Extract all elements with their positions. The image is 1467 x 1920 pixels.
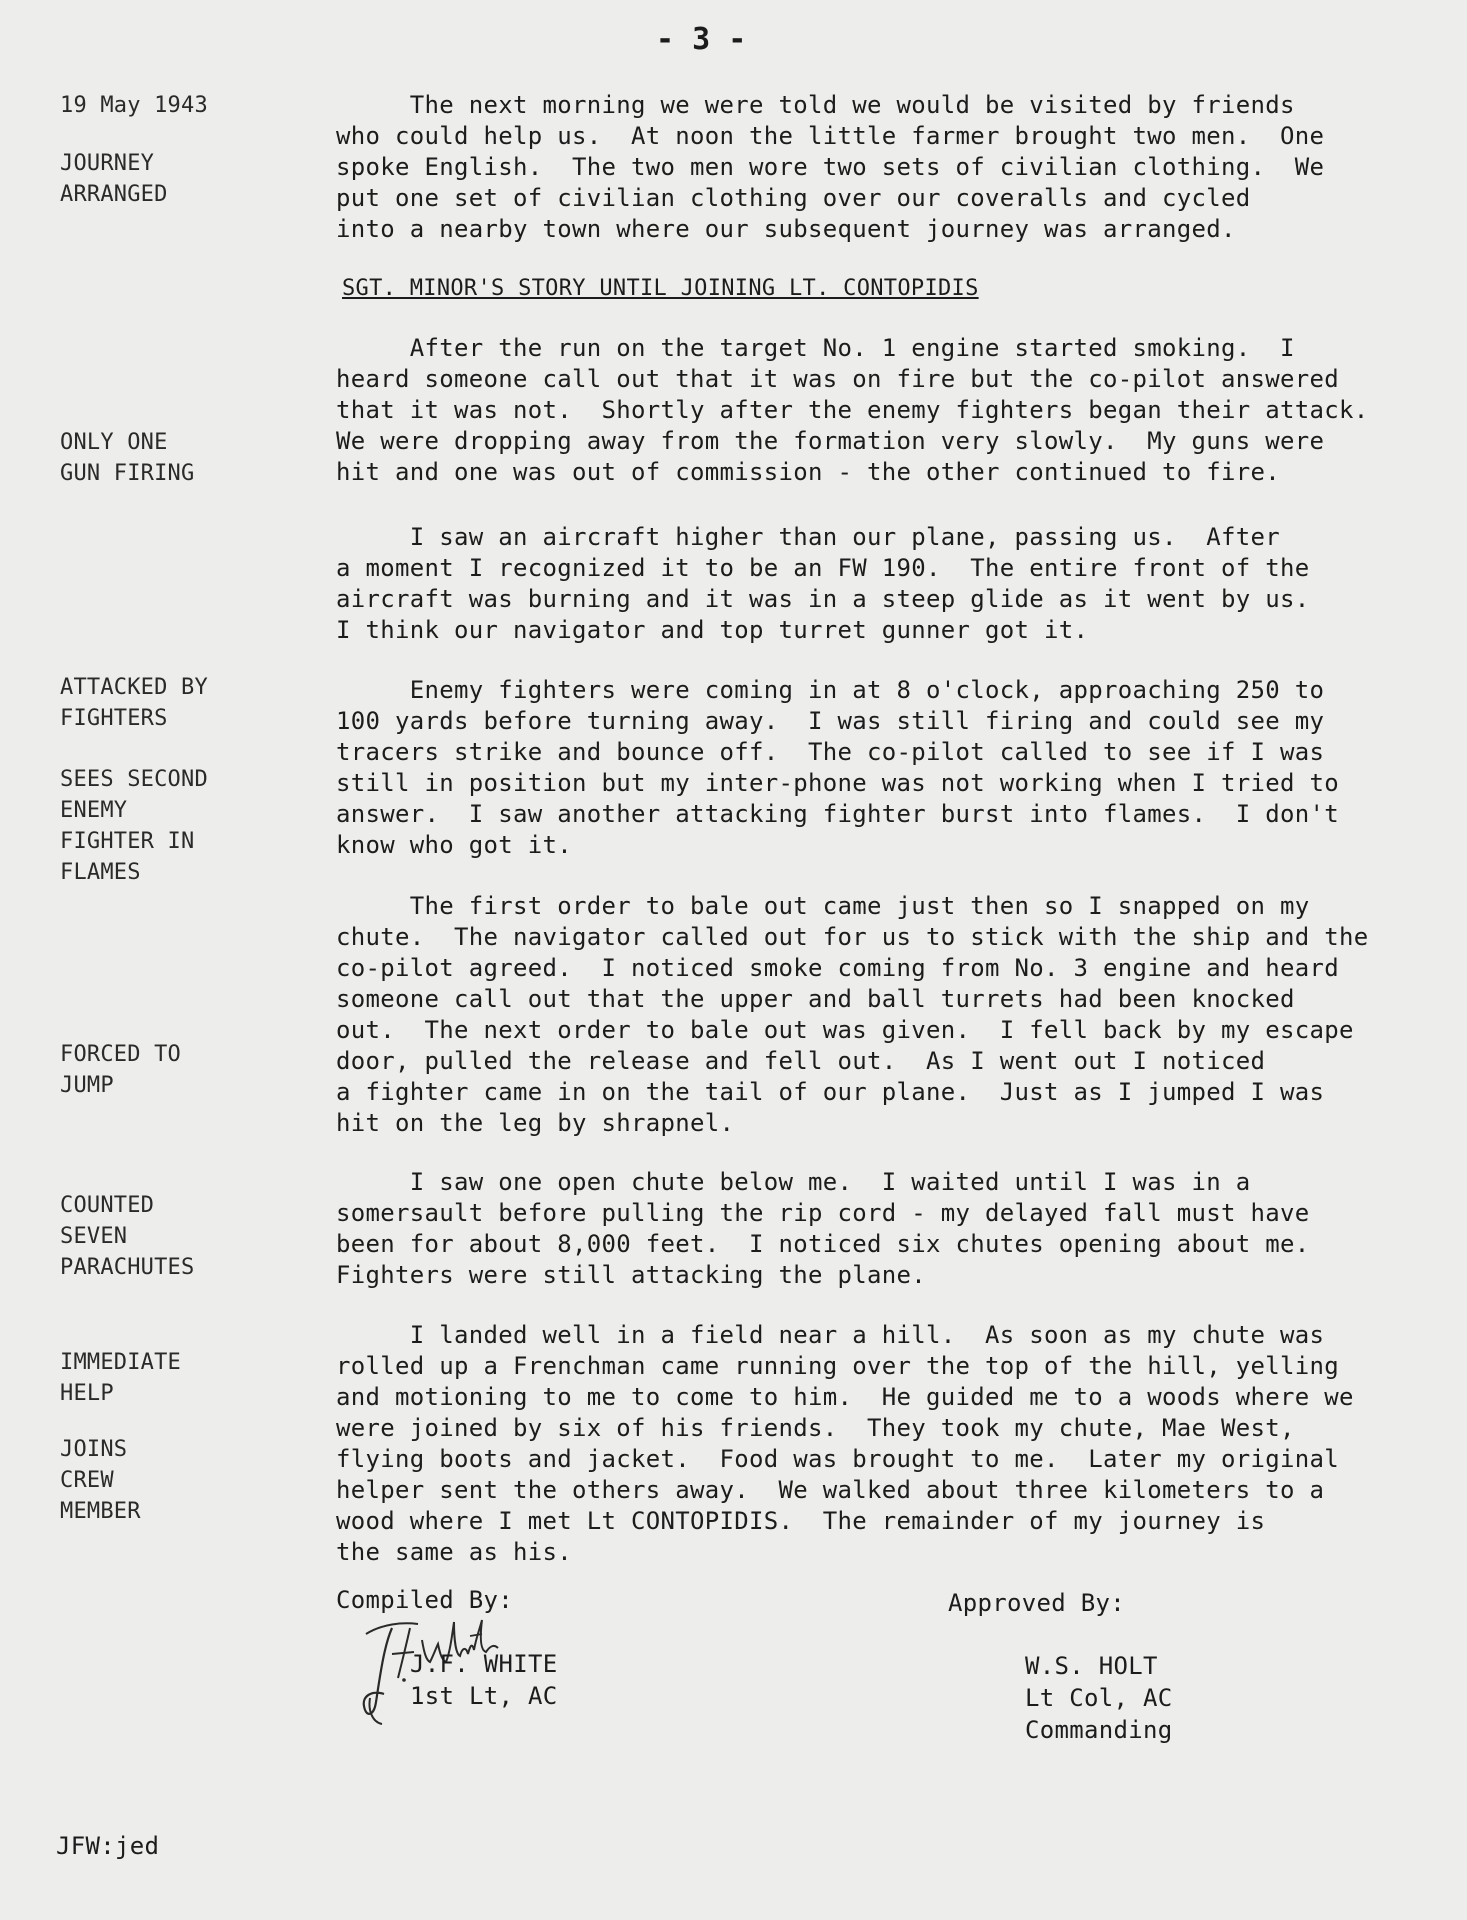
compiler-name: J.F. WHITE: [410, 1650, 558, 1678]
margin-note-line: JUMP: [60, 1073, 114, 1098]
margin-note: [60, 148, 168, 210]
margin-note-line: JOINS: [60, 1437, 128, 1462]
text-line: flying boots and jacket. Food was brought to me. Later my original: [336, 1445, 1339, 1473]
text-line: aircraft was burning and it was in a steep glide as it went by us.: [336, 585, 1310, 613]
text-line: I landed well in a field near a hill. As soon as my chute was: [336, 1321, 1325, 1349]
text-line: I think our navigator and top turret gunner got it.: [336, 616, 1089, 644]
margin-note-line: COUNTED: [60, 1193, 155, 1218]
text-line: helper sent the others away. We walked about three kilometers to a: [336, 1476, 1325, 1504]
margin-note-line: ATTACKED BY: [60, 675, 208, 700]
paragraph: [336, 90, 1324, 245]
page-number: - 3 -: [656, 22, 747, 57]
text-line: door, pulled the release and fell out. As I went out I noticed: [336, 1047, 1266, 1075]
text-line: someone call out that the upper and ball turrets had been knocked: [336, 985, 1295, 1013]
margin-note-line: ARRANGED: [60, 182, 168, 207]
text-line: spoke English. The two men wore two sets of civilian clothing. We: [336, 153, 1325, 181]
compiler-rank: 1st Lt, AC: [410, 1682, 558, 1710]
margin-note-line: ENEMY: [60, 798, 128, 823]
text-line: into a nearby town where our subsequent journey was arranged.: [336, 215, 1236, 243]
text-line: were joined by six of his friends. They took my chute, Mae West,: [336, 1414, 1295, 1442]
approver-name: W.S. HOLT: [1025, 1652, 1158, 1680]
margin-note-line: FLAMES: [60, 860, 141, 885]
reference-initials: JFW:jed: [56, 1832, 160, 1860]
text-line: a fighter came in on the tail of our plane. Just as I jumped I was: [336, 1078, 1325, 1106]
text-line: somersault before pulling the rip cord - my delayed fall must have: [336, 1199, 1310, 1227]
paragraph: [336, 1167, 1309, 1291]
text-line: out. The next order to bale out was given. I fell back by my escape: [336, 1016, 1354, 1044]
margin-note-line: JOURNEY: [60, 151, 155, 176]
margin-note-line: GUN FIRING: [60, 461, 195, 486]
text-line: that it was not. Shortly after the enemy fighters began their attack.: [336, 396, 1369, 424]
margin-note-line: FORCED TO: [60, 1042, 182, 1067]
text-line: The first order to bale out came just then so I snapped on my: [336, 892, 1310, 920]
text-line: Fighters were still attacking the plane.: [336, 1261, 926, 1289]
text-line: answer. I saw another attacking fighter burst into flames. I don't: [336, 800, 1339, 828]
margin-note-line: ONLY ONE: [60, 430, 168, 455]
text-line: and motioning to me to come to him. He guided me to a woods where we: [336, 1383, 1354, 1411]
approver-block: [1025, 1650, 1173, 1746]
margin-note: [60, 1434, 141, 1527]
margin-note-line: IMMEDIATE: [60, 1350, 182, 1375]
text-line: been for about 8,000 feet. I noticed six chutes opening about me.: [336, 1230, 1310, 1258]
paragraph: [336, 675, 1339, 861]
text-line: heard someone call out that it was on fire but the co-pilot answered: [336, 365, 1339, 393]
margin-note-line: MEMBER: [60, 1499, 141, 1524]
text-line: tracers strike and bounce off. The co-pilot called to see if I was: [336, 738, 1325, 766]
compiled-by-label: Compiled By:: [336, 1586, 513, 1614]
margin-note-line: 19 May 1943: [60, 93, 208, 118]
text-line: the same as his.: [336, 1538, 572, 1566]
margin-note: [60, 427, 194, 489]
text-line: I saw one open chute below me. I waited until I was in a: [336, 1168, 1251, 1196]
text-line: a moment I recognized it to be an FW 190. The entire front of the: [336, 554, 1310, 582]
text-line: The next morning we were told we would be visited by friends: [336, 91, 1295, 119]
text-line: still in position but my inter-phone was not working when I tried to: [336, 769, 1339, 797]
text-line: chute. The navigator called out for us to stick with the ship and the: [336, 923, 1369, 951]
section-heading: SGT. MINOR'S STORY UNTIL JOINING LT. CONTOPIDIS: [342, 276, 979, 301]
margin-note-line: SEVEN: [60, 1224, 128, 1249]
compiler-block: [410, 1648, 558, 1712]
text-line: We were dropping away from the formation very slowly. My guns were: [336, 427, 1325, 455]
text-line: 100 yards before turning away. I was still firing and could see my: [336, 707, 1325, 735]
margin-note: [60, 672, 208, 734]
text-line: After the run on the target No. 1 engine started smoking. I: [336, 334, 1295, 362]
text-line: hit on the leg by shrapnel.: [336, 1109, 735, 1137]
margin-note-line: HELP: [60, 1381, 114, 1406]
margin-note: [60, 1190, 194, 1283]
margin-note-line: PARACHUTES: [60, 1255, 195, 1280]
margin-note-line: SEES SECOND: [60, 767, 208, 792]
margin-note-line: FIGHTERS: [60, 706, 168, 731]
text-line: wood where I met Lt CONTOPIDIS. The remainder of my journey is: [336, 1507, 1266, 1535]
text-line: hit and one was out of commission - the other continued to fire.: [336, 458, 1280, 486]
margin-note-line: FIGHTER IN: [60, 829, 195, 854]
margin-note: [60, 90, 208, 121]
margin-note-line: CREW: [60, 1468, 114, 1493]
margin-note: [60, 1347, 181, 1409]
paragraph: [336, 333, 1368, 488]
approved-by-label: Approved By:: [948, 1589, 1125, 1617]
text-line: put one set of civilian clothing over our coveralls and cycled: [336, 184, 1251, 212]
text-line: rolled up a Frenchman came running over the top of the hill, yelling: [336, 1352, 1339, 1380]
margin-note: [60, 1039, 181, 1101]
text-line: know who got it.: [336, 831, 572, 859]
margin-note: [60, 764, 208, 888]
approver-title: Commanding: [1025, 1716, 1173, 1744]
paragraph: [336, 891, 1368, 1139]
paragraph: [336, 522, 1309, 646]
paragraph: [336, 1320, 1354, 1568]
text-line: I saw an aircraft higher than our plane, passing us. After: [336, 523, 1280, 551]
text-line: Enemy fighters were coming in at 8 o'clock, approaching 250 to: [336, 676, 1325, 704]
text-line: co-pilot agreed. I noticed smoke coming from No. 3 engine and heard: [336, 954, 1339, 982]
approver-rank: Lt Col, AC: [1025, 1684, 1173, 1712]
text-line: who could help us. At noon the little farmer brought two men. One: [336, 122, 1325, 150]
